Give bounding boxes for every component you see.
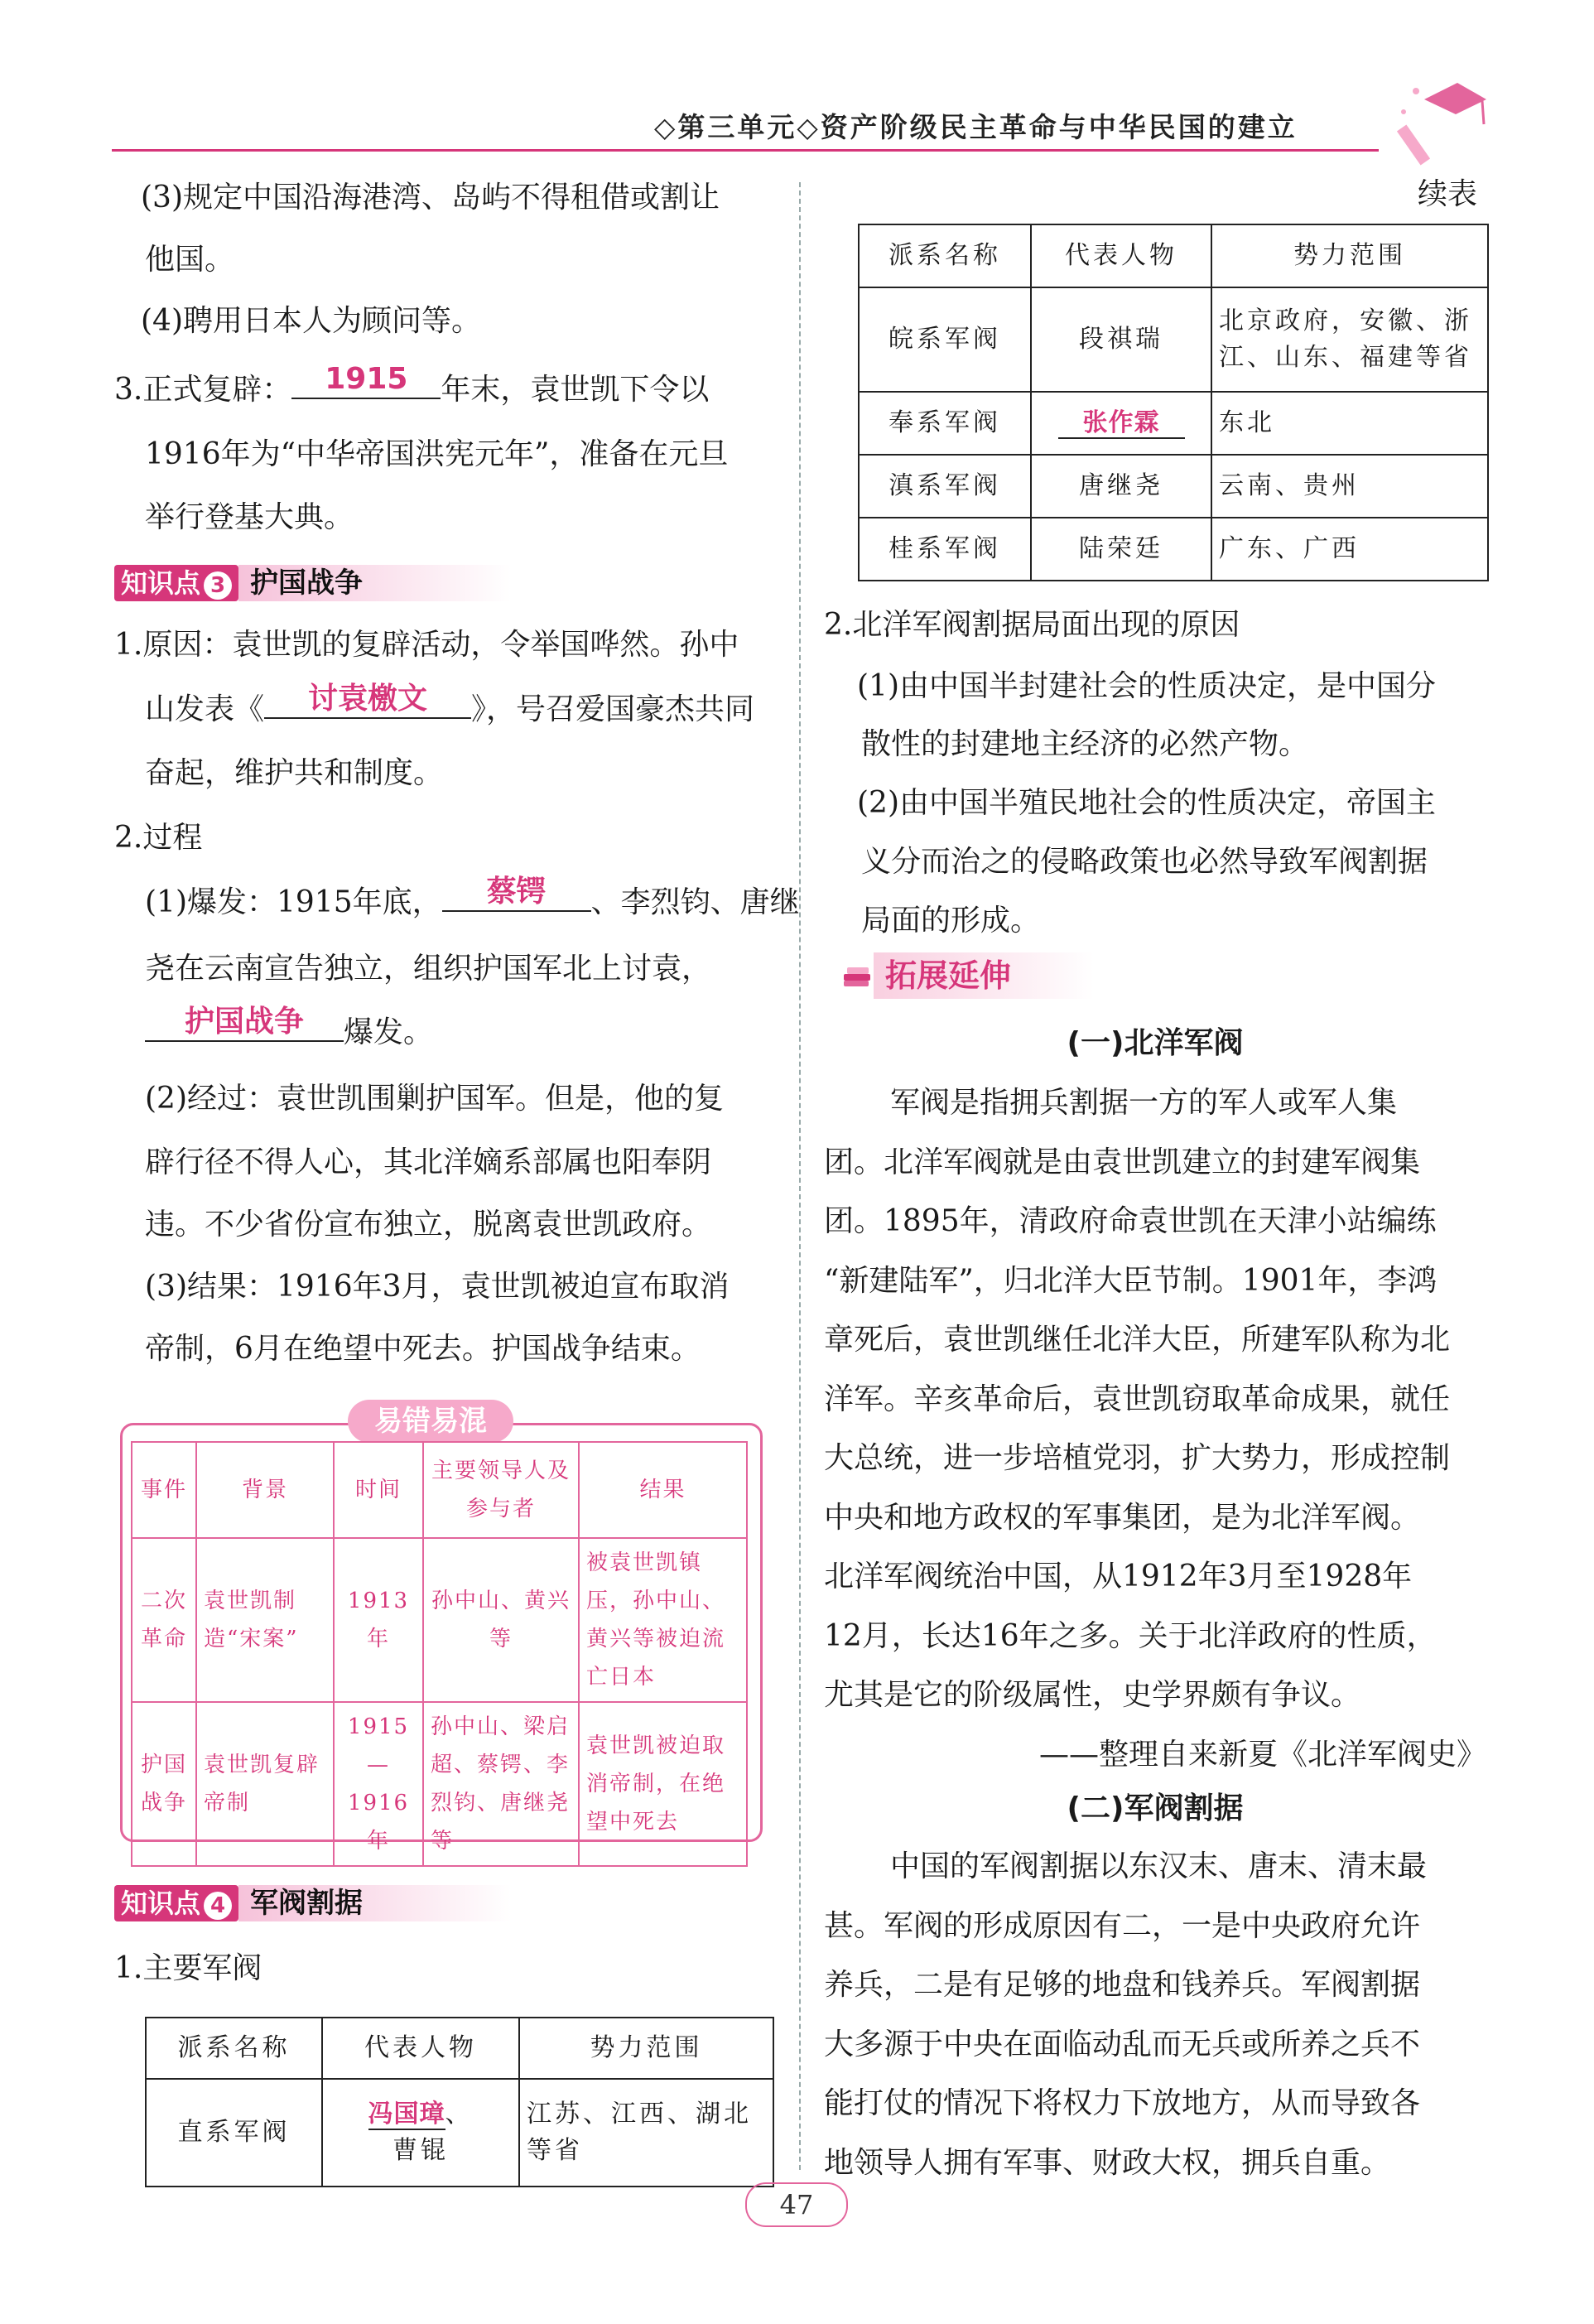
text-line: 尧在云南宣告独立，组织护国军北上讨袁， [145,952,712,986]
text-line: 奋起，维护共和制度。 [145,756,444,790]
table-header: 背景 [196,1442,334,1538]
table-header: 代表人物 [1031,224,1211,287]
paragraph-line: 大总统，进一步培植党羽，扩大势力，形成控制 [824,1441,1451,1475]
text-line: (4)聘用日本人为顾问等。 [141,304,481,338]
answer-text[interactable]: 张作霖 [1058,408,1185,439]
section-2-body [824,1837,1486,2192]
text-line: 帝制，6月在绝望中死去。护国战争结束。 [145,1332,701,1366]
fill-line: (1)爆发：1915年底， 蔡锷 、李烈钧、唐继 [145,875,800,919]
text-line: (2)经过：袁世凯围剿护国军。但是，他的复 [145,1082,724,1116]
text-line: 局面的形成。 [861,904,1041,938]
text-line: 散性的封建地主经济的必然产物。 [861,727,1309,761]
table-cell: 皖系军阀 [859,287,1031,392]
table-cell: 袁世凯复辟帝制 [196,1702,334,1866]
paragraph-line: 甚。军阀的形成原因有二，一是中央政府允许 [824,1908,1421,1943]
table-cell: 陆荣廷 [1031,518,1211,581]
knowledge-point-title: 军阀割据 [238,1885,512,1921]
text-line: (3)规定中国沿海港湾、岛屿不得租借或割让 [141,181,720,215]
table-cell: 广东、广西 [1211,518,1488,581]
table-header: 派系名称 [146,2018,322,2079]
table-header: 派系名称 [859,224,1031,287]
table-cell: 桂系军阀 [859,518,1031,581]
table-cell: 1913年 [334,1538,423,1702]
graduation-cap-pencil-icon [1391,75,1490,166]
paragraph-line: 团。1895年，清政府命袁世凯在天津小站编练 [824,1204,1437,1238]
fill-line: 护国战争 爆发。 [145,1002,433,1063]
table-cell: 直系军阀 [146,2079,322,2187]
answer-text[interactable]: 冯国璋 [368,2100,445,2129]
table-cell: 东北 [1211,392,1488,455]
book-stack-icon [840,959,874,992]
text-line: 举行登基大典。 [145,500,354,534]
paragraph-line: 团。北洋军阀就是由袁世凯建立的封建军阀集 [824,1145,1421,1179]
section-title: (一)北洋军阀 [1067,1026,1244,1060]
fill-line: 3.正式复辟： 1915 年末，袁世凯下令以 [114,362,710,407]
answer-blank[interactable]: 护国战争 [145,1007,344,1042]
table-cell: 1915—1916年 [334,1702,423,1866]
paragraph-line: 中央和地方政权的军事集团，是为北洋军阀。 [824,1500,1421,1535]
table-cell: 云南、贵州 [1211,455,1488,518]
paragraph-line: 北洋军阀统治中国，从1912年3月至1928年 [824,1560,1413,1594]
table-cell: 护国战争 [132,1702,196,1866]
column-divider [799,182,801,2170]
paragraph-line: 大多源于中央在面临动乱而无兵或所养之兵不 [824,2027,1421,2061]
paragraph-line: 章死后，袁世凯继任北洋大臣，所建军队称为北 [824,1323,1451,1357]
table-cell: 孙中山、黄兴等 [423,1538,579,1702]
table-cell: 袁世凯被迫取消帝制，在绝望中死去 [579,1702,747,1866]
table-cell: 袁世凯制造“宋案” [196,1538,334,1702]
warlord-table [145,2017,774,2187]
paragraph-line: 地领导人拥有军事、财政大权，拥兵自重。 [824,2145,1391,2180]
answer-blank[interactable]: 1915 [291,364,441,399]
knowledge-point-title: 护国战争 [238,565,512,601]
table-header: 势力范围 [1211,224,1488,287]
error-table [131,1441,748,1867]
paragraph-line: 12月，长达16年之多。关于北洋政府的性质， [824,1618,1437,1653]
table-cell: 北京政府，安徽、浙江、山东、福建等省 [1211,287,1488,392]
error-table-title: 易错易混 [348,1400,513,1443]
table-cell [1031,392,1211,455]
warlord-table-continued [858,224,1489,581]
text-line: 2.北洋军阀割据局面出现的原因 [824,608,1240,642]
table-cell: 孙中山、梁启超、蔡锷、李烈钧、唐继尧等 [423,1702,579,1866]
paragraph-line: 尤其是它的阶级属性，史学界颇有争议。 [824,1678,1361,1712]
table-cell: 滇系军阀 [859,455,1031,518]
table-header: 时间 [334,1442,423,1538]
continued-label: 续表 [1418,177,1478,211]
answer-blank[interactable]: 讨袁檄文 [264,684,471,719]
text-line: 他国。 [145,243,235,277]
section-1-body [824,1073,1486,1784]
paragraph-line: 军阀是指拥兵割据一方的军人或军人集 [890,1086,1398,1120]
answer-blank[interactable]: 蔡锷 [442,877,591,912]
paragraph-line: 中国的军阀割据以东汉末、唐末、清末最 [890,1849,1428,1883]
text-line: (2)由中国半殖民地社会的性质决定，帝国主 [857,786,1436,820]
table-cell: 段祺瑞 [1031,287,1211,392]
page-number: 47 [745,2182,848,2227]
table-header: 事件 [132,1442,196,1538]
text-line: 1.原因：袁世凯的复辟活动，令举国哗然。孙中 [114,628,739,662]
header-rule [112,149,1379,152]
paragraph-line: “新建陆军”，归北洋大臣节制。1901年，李鸿 [824,1263,1437,1298]
paragraph-line: 洋军。辛亥革命后，袁世凯窃取革命成果，就任 [824,1381,1451,1416]
table-header: 代表人物 [322,2018,519,2079]
text-line: 义分而治之的侵略政策也必然导致军阀割据 [861,845,1428,879]
table-header: 主要领导人及参与者 [423,1442,579,1538]
table-cell: 唐继尧 [1031,455,1211,518]
table-cell: 奉系军阀 [859,392,1031,455]
paragraph-line: 能打仗的情况下将权力下放地方，从而导致各 [824,2086,1421,2120]
text-line: 1.主要军阀 [114,1951,262,1985]
extension-heading: 拓展延伸 [840,952,1094,999]
text-line: (1)由中国半封建社会的性质决定，是中国分 [857,669,1436,703]
text-line: 辟行径不得人心，其北洋嫡系部属也阳奉阴 [145,1145,712,1179]
text-line: (3)结果：1916年3月，袁世凯被迫宣布取消 [145,1270,730,1304]
knowledge-point-3: 知识点 3 护国战争 [114,563,512,603]
table-cell: 二次革命 [132,1538,196,1702]
unit-header: ◇第三单元◇资产阶级民主革命与中华民国的建立 [654,111,1298,143]
table-cell: 江苏、江西、湖北等省 [519,2079,773,2187]
text-line: 2.过程 [114,821,203,855]
paragraph-line: 养兵，二是有足够的地盘和钱养兵。军阀割据 [824,1968,1421,2002]
text-line: 违。不少省份宣布独立，脱离袁世凯政府。 [145,1208,712,1242]
text-line: 1916年为“中华帝国洪宪元年”，准备在元旦 [145,437,729,471]
table-header: 结果 [579,1442,747,1538]
table-cell: 冯国璋、 曹锟 [322,2079,519,2187]
table-header: 势力范围 [519,2018,773,2079]
table-cell: 被袁世凯镇压，孙中山、黄兴等被迫流亡日本 [579,1538,747,1702]
source-citation: ——整理自来新夏《北洋军阀史》 [1038,1737,1486,1772]
fill-line: 山发表《 讨袁檄文 》，号召爱国豪杰共同 [145,682,755,726]
knowledge-point-4: 知识点 4 军阀割据 [114,1883,512,1923]
section-title: (二)军阀割据 [1067,1791,1244,1825]
